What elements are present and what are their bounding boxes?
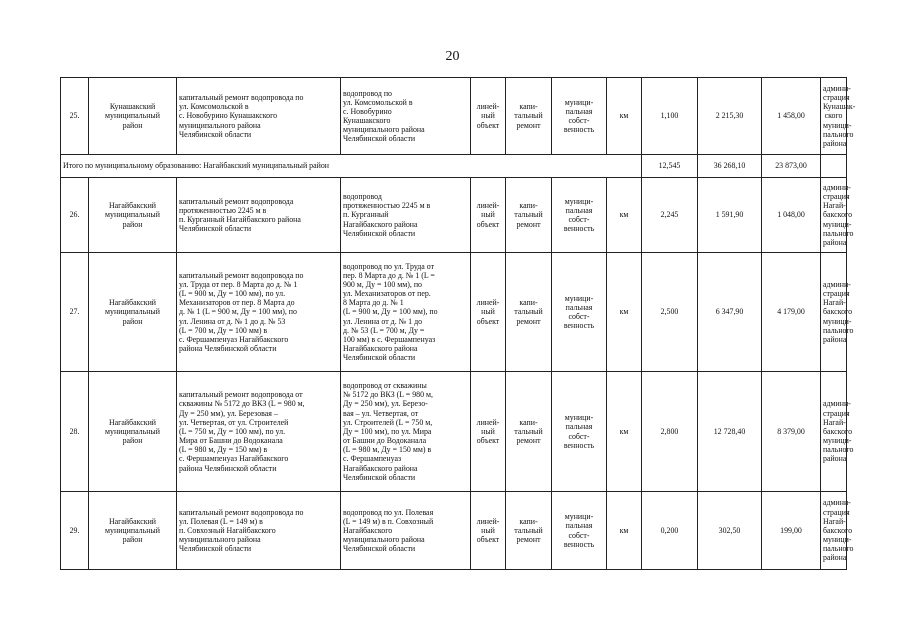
customer-cell: админи- страция Кунашак- ского муници- пального района — [821, 78, 847, 155]
projects-table — [60, 77, 856, 570]
table-row — [61, 253, 847, 372]
summary-row — [61, 155, 847, 178]
cost-budget-cell: 4 179,00 — [762, 253, 821, 372]
ownership-cell: муници- пальная собст- венность — [552, 253, 607, 372]
cost-total-cell: 12 728,40 — [698, 372, 762, 492]
length-cell: 2,800 — [642, 372, 698, 492]
cost-total-cell: 6 347,90 — [698, 253, 762, 372]
summary-cost-total: 36 268,10 — [698, 155, 762, 178]
table-row — [61, 178, 847, 253]
ownership-cell: муници- пальная собст- венность — [552, 78, 607, 155]
object-description-cell: водопровод по ул. Комсомольской в с. Новобурино Кунашакского муниципального района Челябинской области — [341, 78, 471, 155]
work-description-cell: капитальный ремонт водопровода от скважины № 5172 до ВКЗ (L = 980 м, Ду = 250 мм), ул. Березовая – ул. Четвертая, от ул. Строителей (L = 750 м, Ду = 100 мм), по ул. Мира от Башни до Водоканала (L = 980 м, Ду = 150 мм) в с. Фершампенуаз Нагайбакского района Челябинской области — [177, 372, 341, 492]
district-cell: Кунашакский муниципальный район — [89, 78, 177, 155]
work-type-cell: капи- тальный ремонт — [506, 78, 552, 155]
summary-empty-cell — [821, 155, 847, 178]
object-description-cell: водопровод протяженностью 2245 м в п. Курганный Нагайбакского района Челябинской области — [341, 178, 471, 253]
work-type-cell: капи- тальный ремонт — [506, 372, 552, 492]
customer-cell: админи- страция Нагай- бакского муници- пального района — [821, 178, 847, 253]
district-cell: Нагайбакский муниципальный район — [89, 178, 177, 253]
object-description-cell: водопровод по ул. Труда от пер. 8 Марта до д. № 1 (L = 900 м, Ду = 100 мм), по ул. Механизаторов от пер. 8 Марта до д. № 1 (L = 900 м, Ду = 100 мм), по ул. Ленина от д. № 1 до д. № 53 (L = 700 м, Ду = 100 мм) в с. Фершампенуаз Нагайбакского района Челябинской области — [341, 253, 471, 372]
customer-cell: админи- страция Нагай- бакского муници- пального района — [821, 372, 847, 492]
object-type-cell: линей- ный объект — [471, 372, 506, 492]
summary-length: 12,545 — [642, 155, 698, 178]
object-type-cell: линей- ный объект — [471, 78, 506, 155]
unit-cell: км — [607, 372, 642, 492]
work-type-cell: капи- тальный ремонт — [506, 492, 552, 570]
customer-cell: админи- страция Нагай- бакского муници- пального района — [821, 492, 847, 570]
cost-budget-cell: 8 379,00 — [762, 372, 821, 492]
length-cell: 2,500 — [642, 253, 698, 372]
work-description-cell: капитальный ремонт водопровода по ул. Комсомольской в с. Новобурино Кунашакского муниципального района Челябинской области — [177, 78, 341, 155]
summary-cost-budget: 23 873,00 — [762, 155, 821, 178]
cost-total-cell: 2 215,30 — [698, 78, 762, 155]
unit-cell: км — [607, 492, 642, 570]
row-number: 28. — [61, 372, 89, 492]
object-type-cell: линей- ный объект — [471, 178, 506, 253]
cost-total-cell: 302,50 — [698, 492, 762, 570]
row-number: 25. — [61, 78, 89, 155]
work-type-cell: капи- тальный ремонт — [506, 178, 552, 253]
length-cell: 0,200 — [642, 492, 698, 570]
row-number: 26. — [61, 178, 89, 253]
ownership-cell: муници- пальная собст- венность — [552, 492, 607, 570]
work-description-cell: капитальный ремонт водопровода по ул. Труда от пер. 8 Марта до д. № 1 (L = 900 м, Ду = 100 мм), по ул. Механизаторов от пер. 8 Марта до д. № 1 (L = 900 м, Ду = 100 мм), по ул. Ленина от д. № 1 до д. № 53 (L = 700 м, Ду = 100 мм) в с. Фершампенуаз Нагайбакского района Челябинской области — [177, 253, 341, 372]
ownership-cell: муници- пальная собст- венность — [552, 178, 607, 253]
district-cell: Нагайбакский муниципальный район — [89, 372, 177, 492]
object-type-cell: линей- ный объект — [471, 492, 506, 570]
work-description-cell: капитальный ремонт водопровода по ул. Полевая (L = 149 м) в п. Совхозный Нагайбакского муниципального района Челябинской области — [177, 492, 341, 570]
object-description-cell: водопровод от скважины № 5172 до ВКЗ (L = 980 м, Ду = 250 мм), ул. Березо- вая – ул. Четвертая, от ул. Строителей (L = 750 м, Ду = 100 мм), по ул. Мира от Башни до Водоканала (L = 980 м, Ду = 150 мм) в с. Фершампенуаз Нагайбакского района Челябинской области — [341, 372, 471, 492]
work-type-cell: капи- тальный ремонт — [506, 253, 552, 372]
cost-budget-cell: 1 458,00 — [762, 78, 821, 155]
cost-total-cell: 1 591,90 — [698, 178, 762, 253]
unit-cell: км — [607, 253, 642, 372]
unit-cell: км — [607, 78, 642, 155]
row-number: 27. — [61, 253, 89, 372]
work-description-cell: капитальный ремонт водопровода протяженностью 2245 м в п. Курганный Нагайбакского района Челябинской области — [177, 178, 341, 253]
table-row — [61, 372, 847, 492]
ownership-cell: муници- пальная собст- венность — [552, 372, 607, 492]
cost-budget-cell: 1 048,00 — [762, 178, 821, 253]
summary-label: Итого по муниципальному образованию: Нагайбакский муниципальный район — [61, 155, 642, 178]
unit-cell: км — [607, 178, 642, 253]
table-row — [61, 78, 847, 155]
length-cell: 2,245 — [642, 178, 698, 253]
object-type-cell: линей- ный объект — [471, 253, 506, 372]
table-row — [61, 492, 847, 570]
row-number: 29. — [61, 492, 89, 570]
length-cell: 1,100 — [642, 78, 698, 155]
page-number: 20 — [445, 49, 460, 64]
district-cell: Нагайбакский муниципальный район — [89, 492, 177, 570]
object-description-cell: водопровод по ул. Полевая (L = 149 м) в п. Совхозный Нагайбакского муниципального района Челябинской области — [341, 492, 471, 570]
district-cell: Нагайбакский муниципальный район — [89, 253, 177, 372]
cost-budget-cell: 199,00 — [762, 492, 821, 570]
customer-cell: админи- страция Нагай- бакского муници- пального района — [821, 253, 847, 372]
